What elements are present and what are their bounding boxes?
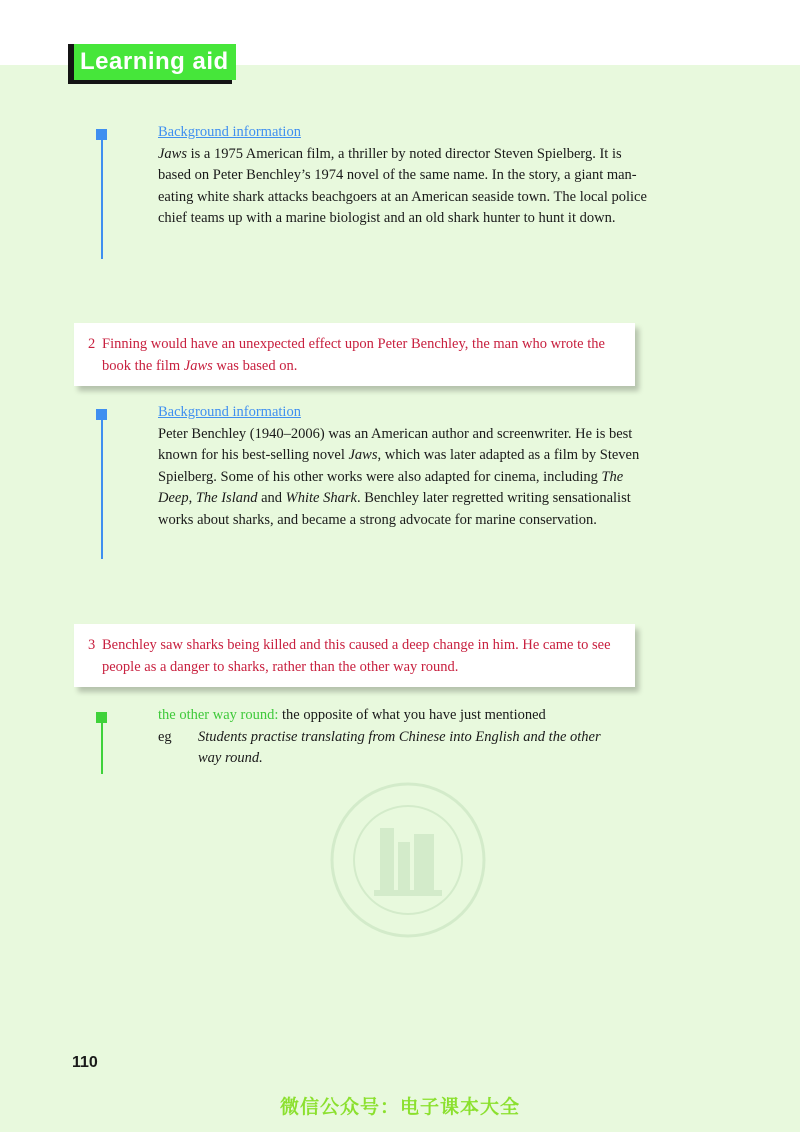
note-heading: Background information — [158, 404, 301, 420]
note-text: Peter Benchley (1940–2006) was an American author and screenwriter. He is best known for his best-selling novel — [158, 425, 633, 464]
definition: the opposite of what you have just mentioned — [278, 707, 546, 723]
note-text: , — [188, 490, 196, 507]
note-text: and — [257, 490, 286, 507]
square-bullet-icon — [96, 409, 107, 420]
footer-watermark-text: 微信公众号：电子课本大全 — [279, 1096, 520, 1118]
note-text: is a 1975 American film, a thriller by noted director Steven Spielberg. It is based on Peter Benchley’s 1974 novel of the same name. In the story, a giant man-eating white shark attacks beachgoers at an American seaside town. The local police chief teams up with a marine biologist and an old shark hunter to hunt it down. — [158, 145, 647, 227]
work-title: White Shark — [285, 490, 357, 507]
work-title: The Island — [195, 490, 258, 507]
note-body — [158, 402, 648, 532]
note-body — [158, 122, 648, 230]
work-title: Jaws — [348, 447, 378, 464]
callout-number: 2 — [88, 336, 96, 352]
note-bar — [101, 129, 103, 259]
note-text: . Benchley later regretted writing sensationalist works about sharks, and became a strong advocate for marine conservation. — [158, 490, 631, 528]
section-title: Learning aid — [74, 44, 236, 80]
callout-text: Finning would have an unexpected effect upon Peter Benchley, the man who wrote the book the film — [102, 336, 605, 374]
note-text: , which was later adapted as a film by Steven Spielberg. Some of his other works were also adapted for cinema, including — [158, 447, 640, 485]
example — [158, 727, 608, 770]
note-bar — [101, 409, 103, 559]
square-bullet-icon — [96, 712, 107, 723]
callout-2 — [74, 323, 635, 386]
note-heading: Background information — [158, 124, 301, 140]
example-tag: eg — [158, 728, 172, 745]
film-title: Jaws — [158, 145, 187, 162]
note-body — [158, 705, 608, 770]
callout-italic: Jaws — [183, 357, 213, 374]
example-sentence: Students practise translating from Chinese into English and the other way round. — [198, 728, 601, 767]
callout-text: Benchley saw sharks being killed and this caused a deep change in him. He came to see people as a danger to sharks, rather than the other way round. — [102, 637, 611, 675]
page-number: 110 — [72, 1054, 98, 1071]
callout-number: 3 — [88, 637, 96, 653]
vocabulary-term: the other way round: — [158, 707, 279, 723]
square-bullet-icon — [96, 129, 107, 140]
callout-text-end: was based on. — [212, 357, 298, 374]
work-title: The Deep — [158, 468, 624, 507]
callout-3 — [74, 624, 635, 687]
publisher-seal-watermark — [328, 780, 488, 940]
